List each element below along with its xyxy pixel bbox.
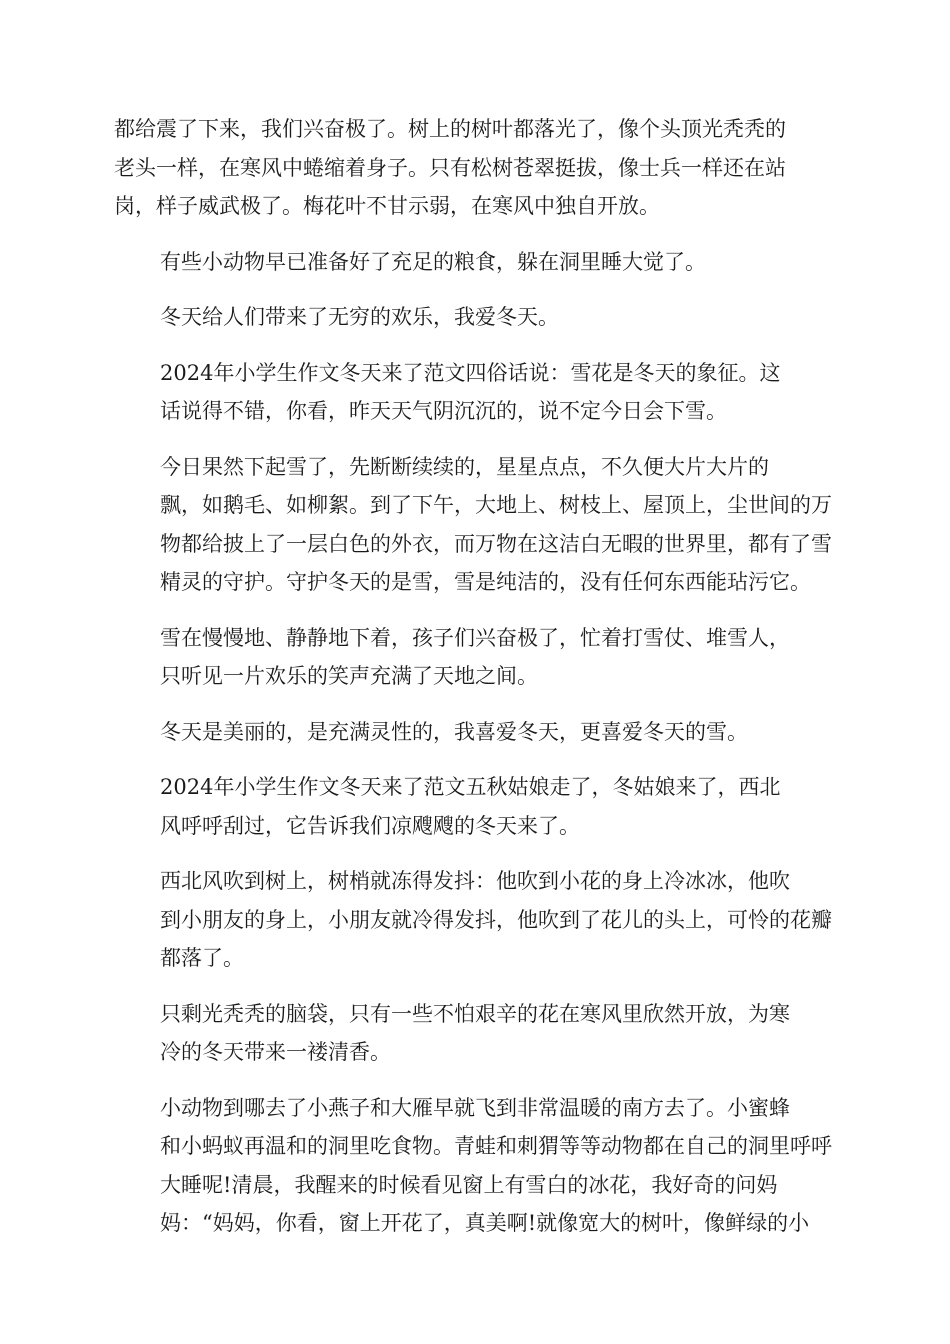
body-paragraph [114,862,839,978]
body-paragraph [114,995,839,1072]
text-line: 冷的冬天带来一褛清香。 [160,1040,391,1064]
body-paragraph [114,448,839,602]
body-paragraph [114,1089,839,1243]
body-paragraph [114,298,839,337]
text-line: 都给震了下来，我们兴奋极了。树上的树叶都落光了，像个头顶光秃秃的 [114,117,786,141]
text-line: 都落了。 [160,946,244,970]
text-line: 2024年小学生作文冬天来了范文五秋姑娘走了，冬姑娘来了，西北 [160,775,781,799]
body-paragraph [114,768,839,845]
body-paragraph [114,354,839,431]
body-paragraph [114,243,839,282]
text-line: 西北风吹到树上，树梢就冻得发抖：他吹到小花的身上冷冰冰，他吹 [160,869,790,893]
text-line: 妈：“妈妈，你看，窗上开花了，真美啊!就像宽大的树叶，像鲜绿的小 [160,1211,810,1235]
text-line: 和小蚂蚁再温和的洞里吃食物。青蛙和刺猬等等动物都在自己的洞里呼呼 [160,1134,832,1158]
text-line: 只听见一片欢乐的笑声充满了天地之间。 [160,664,538,688]
text-line: 冬天给人们带来了无穷的欢乐，我爱冬天。 [160,305,559,329]
text-line: 今日果然下起雪了，先断断续续的，星星点点，不久便大片大片的 [160,454,769,479]
text-line: 小动物到哪去了小燕子和大雁早就飞到非常温暖的南方去了。小蜜蜂 [160,1095,790,1120]
text-line: 物都给披上了一层白色的外衣，而万物在这洁白无暇的世界里，都有了雪 [160,531,832,556]
body-paragraph [114,110,839,226]
text-line: 雪在慢慢地、静静地下着，孩子们兴奋极了，忙着打雪仗、堆雪人， [160,625,790,650]
text-line: 老头一样，在寒风中蜷缩着身子。只有松树苍翠挺拔，像士兵一样还在站 [114,155,786,180]
text-line: 飘，如鹅毛、如柳絮。到了下午，大地上、树枝上、屋顶上，尘世间的万 [160,493,832,517]
text-line: 风呼呼刮过，它告诉我们凉飕飕的冬天来了。 [160,813,580,838]
text-line: 到小朋友的身上，小朋友就冷得发抖，他吹到了花儿的头上，可怜的花瓣 [160,907,832,932]
text-line: 2024年小学生作文冬天来了范文四俗话说：雪花是冬天的象征。这 [160,360,781,385]
text-line: 有些小动物早已准备好了充足的粮食，躲在洞里睡大觉了。 [160,249,706,274]
text-line: 精灵的守护。守护冬天的是雪，雪是纯洁的，没有任何东西能玷污它。 [160,570,811,594]
body-paragraph [114,713,839,752]
text-line: 只剩光秃秃的脑袋，只有一些不怕艰辛的花在寒风里欣然开放，为寒 [160,1001,790,1026]
text-line: 大睡呢!清晨，我醒来的时候看见窗上有雪白的冰花，我好奇的问妈 [160,1172,778,1197]
text-line: 话说得不错，你看，昨天天气阴沉沉的，说不定今日会下雪。 [160,399,727,423]
text-line: 冬天是美丽的，是充满灵性的，我喜爱冬天，更喜爱冬天的雪。 [160,719,748,744]
text-line: 岗，样子威武极了。梅花叶不甘示弱，在寒风中独自开放。 [114,194,660,218]
body-paragraph [114,619,839,696]
document-page [114,110,839,1260]
